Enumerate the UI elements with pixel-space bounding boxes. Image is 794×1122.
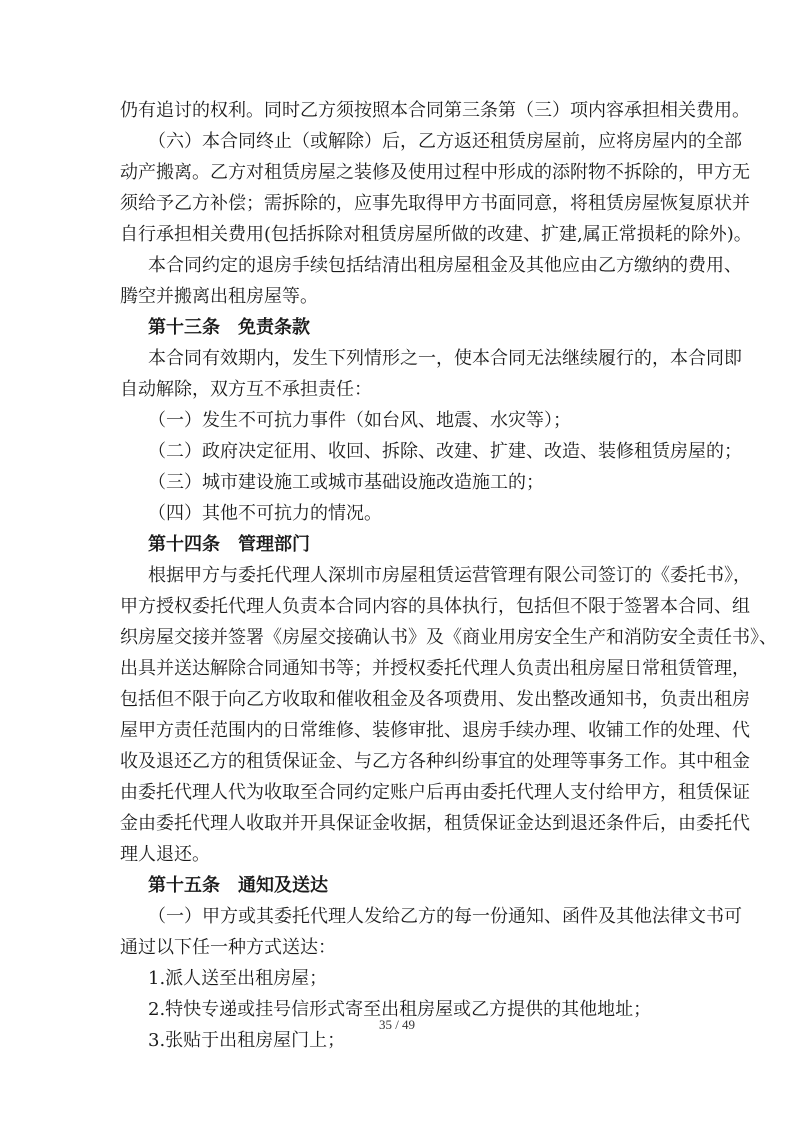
text-line: 通过以下任一种方式送达： (120, 937, 336, 958)
text-line: 包括但不限于向乙方收取和催收租金及各项费用、发出整改通知书，负责出租房 (120, 689, 750, 710)
text-line: 收及退还乙方的租赁保证金、与乙方各种纠纷事宜的处理等事务工作。其中租金 (120, 751, 750, 772)
text-line: （一）发生不可抗力事件（如台风、地震、水灾等）； (148, 410, 571, 431)
document-body (120, 95, 777, 1056)
text-line: （三）城市建设施工或城市基础设施改造施工的； (148, 472, 544, 493)
text-line: （六）本合同终止（或解除）后，乙方返还租赁房屋前，应将房屋内的全部 (148, 131, 742, 152)
text-line: 2.特快专递或挂号信形式寄至出租房屋或乙方提供的其他地址； (148, 999, 652, 1020)
text-line: 出具并送达解除合同通知书等；并授权委托代理人负责出租房屋日常租赁管理， (120, 658, 750, 679)
text-line: 甲方授权委托代理人负责本合同内容的具体执行，包括但不限于签署本合同、组 (120, 596, 750, 617)
text-line: （二）政府决定征用、收回、拆除、改建、扩建、改造、装修租赁房屋的； (148, 441, 742, 462)
section-heading: 第十四条 管理部门 (148, 534, 310, 555)
text-line: 腾空并搬离出租房屋等。 (120, 286, 318, 307)
section-heading: 第十三条 免责条款 (148, 317, 310, 338)
text-line: （一）甲方或其委托代理人发给乙方的每一份通知、函件及其他法律文书可 (148, 906, 742, 927)
text-line: 3.张贴于出租房屋门上； (148, 1030, 346, 1051)
text-line: 自动解除，双方互不承担责任： (120, 379, 372, 400)
text-line: 织房屋交接并签署《房屋交接确认书》及《商业用房安全生产和消防安全责任书》、 (120, 627, 777, 648)
text-line: 自行承担相关费用(包括拆除对租赁房屋所做的改建、扩建,属正常损耗的除外)。 (120, 224, 752, 245)
text-line: 屋甲方责任范围内的日常维修、装修审批、退房手续办理、收铺工作的处理、代 (120, 720, 750, 741)
section-heading: 第十五条 通知及送达 (148, 875, 328, 896)
text-line: 本合同有效期内，发生下列情形之一，使本合同无法继续履行的，本合同即 (148, 348, 742, 369)
text-line: 仍有追讨的权利。同时乙方须按照本合同第三条第（三）项内容承担相关费用。 (120, 100, 750, 121)
text-line: 须给予乙方补偿；需拆除的，应事先取得甲方书面同意，将租赁房屋恢复原状并 (120, 193, 750, 214)
text-line: 动产搬离。乙方对租赁房屋之装修及使用过程中形成的添附物不拆除的，甲方无 (120, 162, 750, 183)
text-line: 本合同约定的退房手续包括结清出租房屋租金及其他应由乙方缴纳的费用、 (148, 255, 742, 276)
text-line: 由委托代理人代为收取至合同约定账户后再由委托代理人支付给甲方，租赁保证 (120, 782, 750, 803)
text-line: 理人退还。 (120, 844, 210, 865)
text-line: 1.派人送至出租房屋； (148, 968, 328, 989)
text-line: （四）其他不可抗力的情况。 (148, 503, 382, 524)
page-number: 35 / 49 (378, 1017, 416, 1032)
text-line: 根据甲方与委托代理人深圳市房屋租赁运营管理有限公司签订的《委托书》， (148, 565, 751, 586)
text-line: 金由委托代理人收取并开具保证金收据，租赁保证金达到退还条件后，由委托代 (120, 813, 750, 834)
